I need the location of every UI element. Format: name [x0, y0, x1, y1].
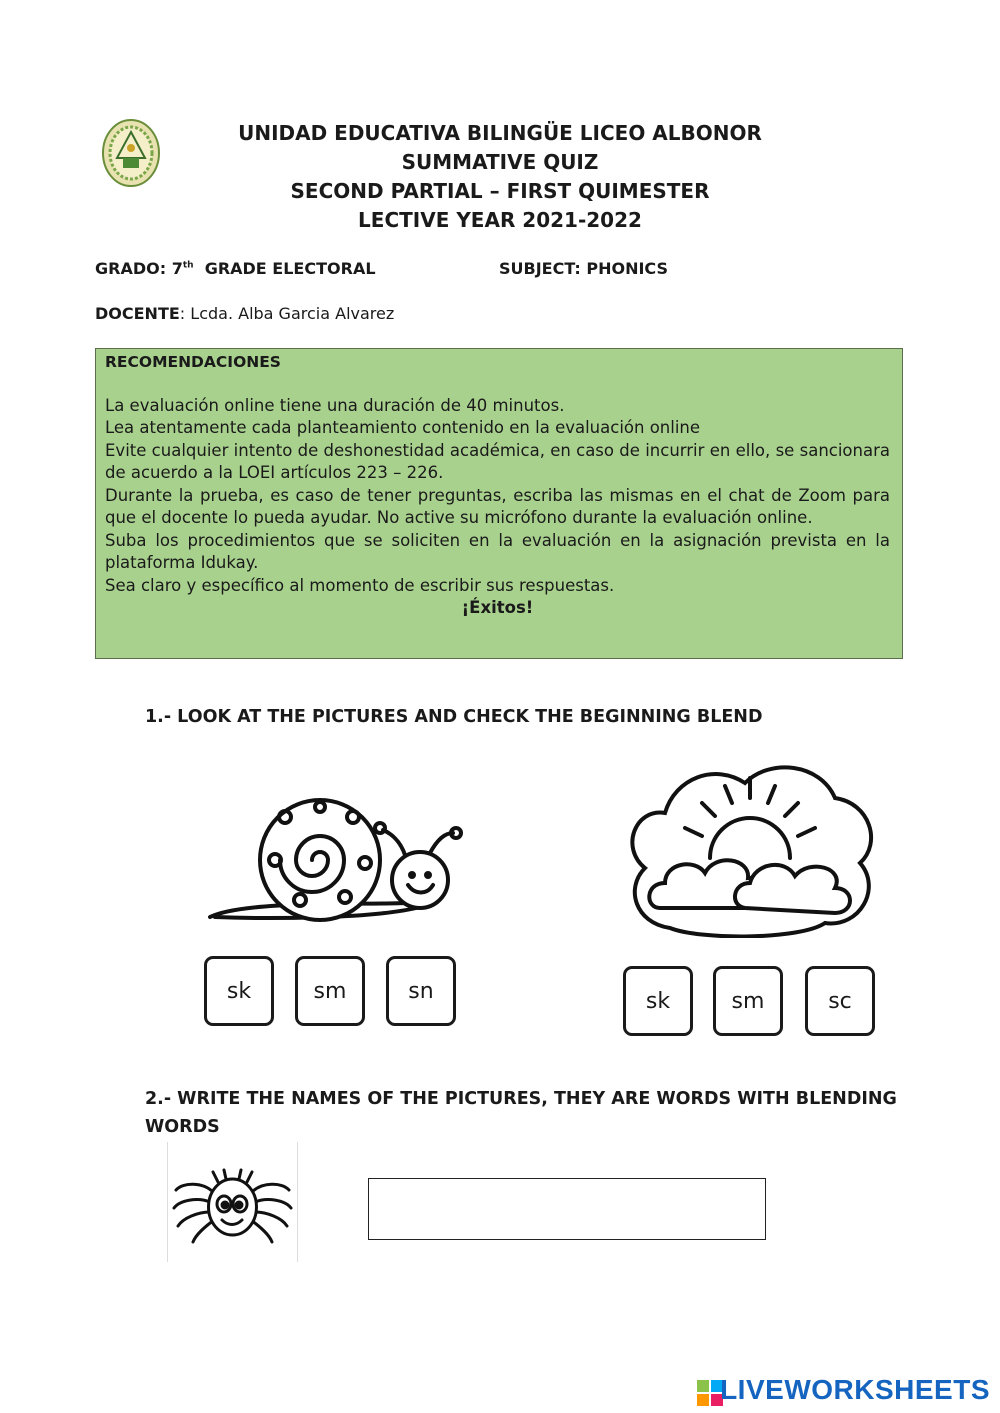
- cloud-option-sk[interactable]: sk: [623, 966, 693, 1036]
- snail-option-sn[interactable]: sn: [386, 956, 456, 1026]
- snail-option-sm[interactable]: sm: [295, 956, 365, 1026]
- grado-info: [95, 259, 376, 278]
- title-line-school: UNIDAD EDUCATIVA BILINGÜE LICEO ALBONOR: [238, 121, 762, 145]
- question-2-title-line1: 2.- WRITE THE NAMES OF THE PICTURES, THEY ARE WORDS WITH BLENDING: [145, 1089, 897, 1109]
- recommendation-item: Evite cualquier intento de deshonestidad académica, en caso de incurrir en ello, se sancionara de acuerdo a la LOEI artículos 223 – 226.: [105, 440, 890, 482]
- brand-name: LIVEWORKSHEETS: [720, 1374, 990, 1405]
- cloud-option-sc[interactable]: sc: [805, 966, 875, 1036]
- question-2-title-line2: WORDS: [145, 1117, 220, 1137]
- document-title: [0, 119, 1000, 235]
- recommendations-title: RECOMENDACIONES: [105, 353, 281, 371]
- docente-value: : Lcda. Alba Garcia Alvarez: [179, 304, 395, 323]
- cloud-option-sm[interactable]: sm: [713, 966, 783, 1036]
- recommendation-item: Durante la prueba, es caso de tener preguntas, escriba las mismas en el chat de Zoom para que el docente lo pueda ayudar. No active su micrófono durante la evaluación online.: [105, 485, 890, 527]
- spider-picture: [167, 1142, 298, 1262]
- question-2-title: [145, 1085, 897, 1141]
- recommendation-item: Sea claro y específico al momento de escribir sus respuestas.: [105, 575, 615, 595]
- grado-rest: GRADE ELECTORAL: [193, 259, 376, 278]
- question-1-title: 1.- LOOK AT THE PICTURES AND CHECK THE BEGINNING BLEND: [145, 707, 763, 727]
- spider-answer-box[interactable]: [368, 1178, 766, 1240]
- snail-option-sk[interactable]: sk: [204, 956, 274, 1026]
- spider-answer-input[interactable]: [369, 1179, 765, 1239]
- recommendations-box: [95, 348, 903, 659]
- subject-info: SUBJECT: PHONICS: [499, 259, 668, 278]
- recommendation-item: Suba los procedimientos que se soliciten en la evaluación en la asignación prevista en la plataforma Idukay.: [105, 530, 890, 572]
- title-line-quiz: SUMMATIVE QUIZ: [401, 150, 599, 174]
- recommendations-closing: ¡Éxitos!: [461, 598, 534, 617]
- recommendation-item: La evaluación online tiene una duración de 40 minutos.: [105, 395, 565, 415]
- title-line-year: LECTIVE YEAR 2021-2022: [358, 208, 642, 232]
- docente-info: [95, 304, 394, 323]
- recommendation-item: Lea atentamente cada planteamiento contenido en la evaluación online: [105, 418, 701, 437]
- grado-label: GRADO: 7: [95, 259, 183, 278]
- snail-picture: [205, 795, 465, 925]
- docente-label: DOCENTE: [95, 304, 180, 323]
- grado-sup: th: [182, 260, 194, 271]
- cloud-sun-picture: [620, 758, 880, 938]
- title-line-partial: SECOND PARTIAL – FIRST QUIMESTER: [290, 179, 710, 203]
